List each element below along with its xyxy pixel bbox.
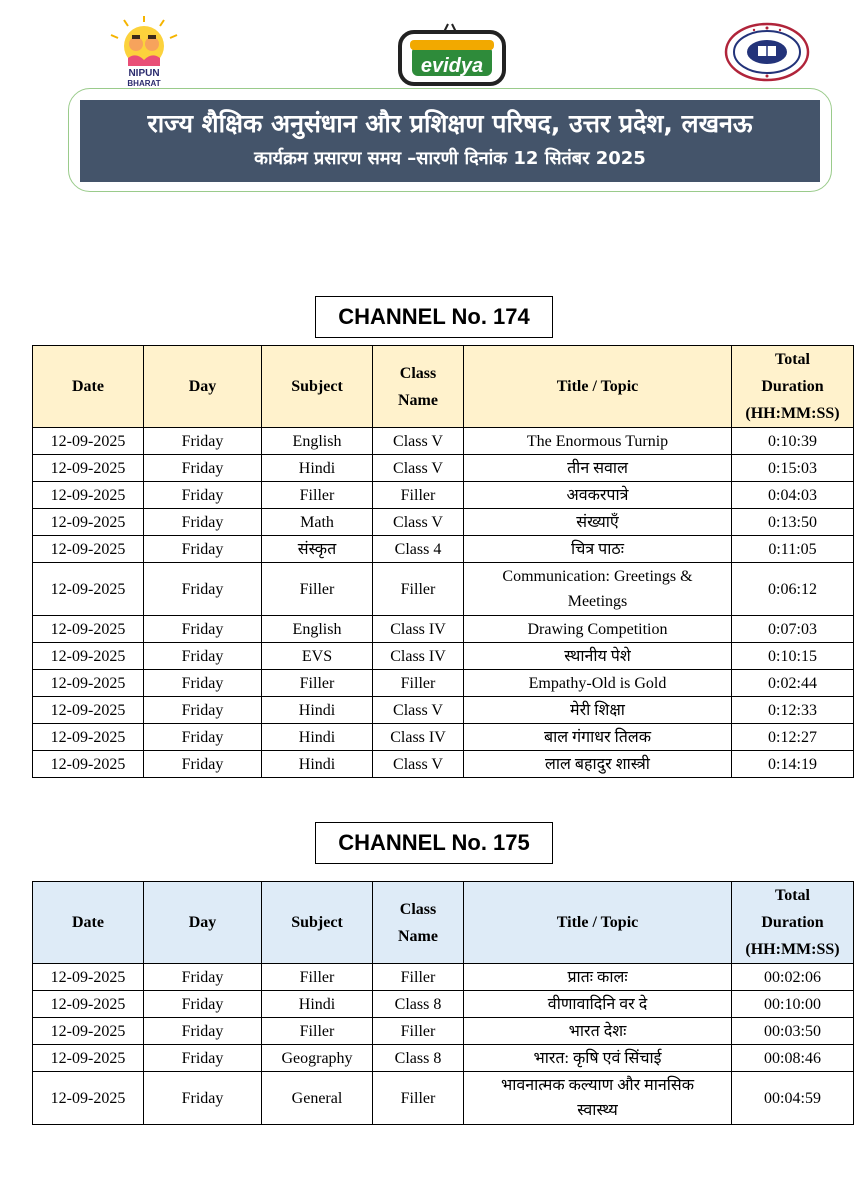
cell-day: Friday (144, 1018, 262, 1045)
cell-date: 12-09-2025 (33, 697, 144, 724)
cell-date: 12-09-2025 (33, 751, 144, 778)
cell-date: 12-09-2025 (33, 1018, 144, 1045)
cell-duration: 0:07:03 (732, 616, 854, 643)
cell-duration: 0:10:39 (732, 428, 854, 455)
table-row (33, 643, 854, 670)
cell-duration: 00:10:00 (732, 991, 854, 1018)
cell-class: Class V (373, 751, 464, 778)
cell-class: Filler (373, 964, 464, 991)
cell-date: 12-09-2025 (33, 670, 144, 697)
cell-day: Friday (144, 1045, 262, 1072)
cell-title: Empathy-Old is Gold (464, 670, 732, 697)
col-header-duration-line2: Duration (761, 378, 824, 395)
cell-duration: 0:13:50 (732, 509, 854, 536)
cell-day: Friday (144, 670, 262, 697)
cell-day: Friday (144, 964, 262, 991)
cell-title: तीन सवाल (464, 455, 732, 482)
table-row (33, 670, 854, 697)
cell-date: 12-09-2025 (33, 1045, 144, 1072)
channel-174-label: CHANNEL No. 174 (315, 296, 553, 338)
cell-date: 12-09-2025 (33, 509, 144, 536)
cell-subject: General (262, 1072, 373, 1125)
cell-title: भारत: कृषि एवं सिंचाई (464, 1045, 732, 1072)
cell-title: वीणावादिनि वर दे (464, 991, 732, 1018)
cell-duration: 00:04:59 (732, 1072, 854, 1125)
cell-date: 12-09-2025 (33, 991, 144, 1018)
table-row (33, 724, 854, 751)
evidya-logo-text: evidya (420, 55, 484, 77)
cell-title: अवकरपात्रे (464, 482, 732, 509)
col-header-class-line1: Class (399, 900, 437, 918)
col-header-title: Title / Topic (464, 346, 732, 428)
col-header-class (373, 882, 464, 964)
table-row (33, 482, 854, 509)
cell-duration: 0:15:03 (732, 455, 854, 482)
cell-subject: Hindi (262, 991, 373, 1018)
cell-title: चित्र पाठः (464, 536, 732, 563)
cell-day: Friday (144, 991, 262, 1018)
cell-subject: Hindi (262, 751, 373, 778)
cell-day: Friday (144, 536, 262, 563)
cell-date: 12-09-2025 (33, 428, 144, 455)
cell-class: Filler (373, 1018, 464, 1045)
cell-subject: संस्कृत (262, 536, 373, 563)
cell-class: Class IV (373, 724, 464, 751)
cell-class: Class V (373, 455, 464, 482)
table-row (33, 697, 854, 724)
cell-title: The Enormous Turnip (464, 428, 732, 455)
col-header-class-line2: Name (398, 927, 438, 945)
cell-day: Friday (144, 1072, 262, 1125)
table-row (33, 1018, 854, 1045)
cell-class: Filler (373, 563, 464, 616)
col-header-class (373, 346, 464, 428)
cell-date: 12-09-2025 (33, 536, 144, 563)
nipun-logo-text-1: NIPUN (128, 68, 160, 79)
nipun-logo-text-2: BHARAT (127, 79, 161, 88)
table-row (33, 536, 854, 563)
col-header-date: Date (33, 882, 144, 964)
table-row (33, 428, 854, 455)
cell-day: Friday (144, 751, 262, 778)
col-header-day: Day (144, 882, 262, 964)
col-header-duration (732, 346, 854, 428)
cell-title: संख्याएँ (464, 509, 732, 536)
cell-date: 12-09-2025 (33, 616, 144, 643)
table-header-row (33, 346, 854, 428)
cell-subject: Geography (262, 1045, 373, 1072)
cell-duration: 00:02:06 (732, 964, 854, 991)
cell-class: Class IV (373, 643, 464, 670)
cell-subject: Hindi (262, 697, 373, 724)
col-header-duration-line1: Total (775, 351, 810, 368)
col-header-duration (732, 882, 854, 964)
cell-duration: 0:11:05 (732, 536, 854, 563)
cell-title: Communication: Greetings & Meetings (464, 563, 732, 616)
col-header-day: Day (144, 346, 262, 428)
col-header-duration-line3: (HH:MM:SS) (745, 405, 840, 422)
cell-subject: EVS (262, 643, 373, 670)
table-row (33, 991, 854, 1018)
cell-class: Class 4 (373, 536, 464, 563)
cell-day: Friday (144, 724, 262, 751)
table-row (33, 1045, 854, 1072)
cell-subject: Filler (262, 563, 373, 616)
cell-day: Friday (144, 455, 262, 482)
cell-day: Friday (144, 428, 262, 455)
col-header-duration-line3: (HH:MM:SS) (745, 941, 840, 958)
cell-title: भावनात्मक कल्याण और मानसिक स्वास्थ्य (464, 1072, 732, 1125)
cell-title: भारत देशः (464, 1018, 732, 1045)
table-row (33, 964, 854, 991)
table-row (33, 509, 854, 536)
cell-subject: English (262, 616, 373, 643)
cell-subject: Filler (262, 1018, 373, 1045)
nipun-bharat-logo (108, 16, 180, 88)
channel-174-table (32, 345, 854, 778)
table-row (33, 1072, 854, 1125)
cell-title: स्थानीय पेशे (464, 643, 732, 670)
cell-subject: Filler (262, 964, 373, 991)
cell-duration: 0:04:03 (732, 482, 854, 509)
col-header-subject: Subject (262, 346, 373, 428)
cell-day: Friday (144, 697, 262, 724)
col-header-subject: Subject (262, 882, 373, 964)
cell-class: Filler (373, 670, 464, 697)
cell-subject: Math (262, 509, 373, 536)
page-title: राज्य शैक्षिक अनुसंधान और प्रशिक्षण परिषद, उत्तर प्रदेश, लखनऊ (147, 109, 753, 138)
cell-duration: 00:08:46 (732, 1045, 854, 1072)
col-header-title: Title / Topic (464, 882, 732, 964)
cell-class: Filler (373, 1072, 464, 1125)
cell-class: Class V (373, 509, 464, 536)
cell-subject: Filler (262, 482, 373, 509)
page-subtitle: कार्यक्रम प्रसारण समय –सारणी दिनांक 12 सितंबर 2025 (254, 148, 646, 169)
cell-subject: Filler (262, 670, 373, 697)
cell-subject: English (262, 428, 373, 455)
col-header-date: Date (33, 346, 144, 428)
cell-duration: 0:02:44 (732, 670, 854, 697)
cell-date: 12-09-2025 (33, 724, 144, 751)
cell-date: 12-09-2025 (33, 643, 144, 670)
cell-duration: 0:10:15 (732, 643, 854, 670)
cell-class: Class 8 (373, 991, 464, 1018)
cell-subject: Hindi (262, 724, 373, 751)
table-row (33, 563, 854, 616)
cell-date: 12-09-2025 (33, 1072, 144, 1125)
cell-title: बाल गंगाधर तिलक (464, 724, 732, 751)
scert-seal-logo (724, 22, 810, 82)
cell-duration: 0:06:12 (732, 563, 854, 616)
cell-date: 12-09-2025 (33, 563, 144, 616)
cell-duration: 0:14:19 (732, 751, 854, 778)
cell-title: Drawing Competition (464, 616, 732, 643)
cell-day: Friday (144, 616, 262, 643)
cell-date: 12-09-2025 (33, 482, 144, 509)
col-header-duration-line1: Total (775, 887, 810, 904)
header-banner (80, 100, 820, 182)
evidya-logo (398, 22, 506, 86)
col-header-duration-line2: Duration (761, 914, 824, 931)
cell-day: Friday (144, 563, 262, 616)
channel-175-table (32, 881, 854, 1125)
cell-subject: Hindi (262, 455, 373, 482)
cell-class: Class V (373, 428, 464, 455)
cell-title: मेरी शिक्षा (464, 697, 732, 724)
cell-duration: 0:12:33 (732, 697, 854, 724)
table-header-row (33, 882, 854, 964)
cell-title: लाल बहादुर शास्त्री (464, 751, 732, 778)
cell-class: Class IV (373, 616, 464, 643)
cell-class: Class 8 (373, 1045, 464, 1072)
cell-date: 12-09-2025 (33, 455, 144, 482)
cell-day: Friday (144, 509, 262, 536)
cell-title: प्रातः कालः (464, 964, 732, 991)
cell-class: Filler (373, 482, 464, 509)
table-row (33, 751, 854, 778)
table-row (33, 455, 854, 482)
cell-duration: 0:12:27 (732, 724, 854, 751)
cell-day: Friday (144, 482, 262, 509)
channel-175-label: CHANNEL No. 175 (315, 822, 553, 864)
col-header-class-line2: Name (398, 391, 438, 409)
cell-date: 12-09-2025 (33, 964, 144, 991)
cell-day: Friday (144, 643, 262, 670)
cell-duration: 00:03:50 (732, 1018, 854, 1045)
cell-class: Class V (373, 697, 464, 724)
table-row (33, 616, 854, 643)
col-header-class-line1: Class (399, 364, 437, 382)
